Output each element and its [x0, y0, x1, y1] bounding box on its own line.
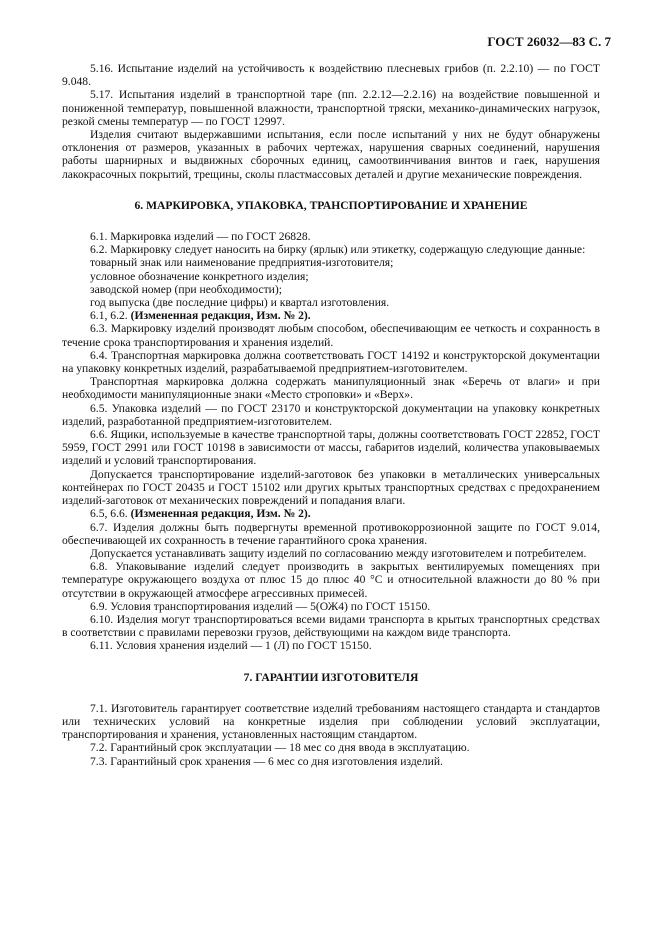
- paragraph-6-3: 6.3. Маркировку изделий производят любым способом, обеспечивающим ее четкость и сохранность в течение срока транспортирования и хранения изделий.: [62, 322, 600, 349]
- list-item: товарный знак или наименование предприятия-изготовителя;: [90, 256, 394, 270]
- list-item: условное обозначение конкретного изделия;: [90, 269, 309, 283]
- section-6-heading: 6. МАРКИРОВКА, УПАКОВКА, ТРАНСПОРТИРОВАНИЕ И ХРАНЕНИЕ: [134, 198, 528, 212]
- paragraph-6-6-containers: Допускается транспортирование изделий-заготовок без упаковки в металлических универсальных контейнерах по ГОСТ 20435 и ГОСТ 15102 или других крытых транспортных средствах с предохранением изделий-заготовок от механических повреждений и попадания влаги.: [62, 467, 600, 508]
- paragraph-5-16: 5.16. Испытание изделий на устойчивость к воздействию плесневых грибов (п. 2.2.10) — по ГОСТ 9.048.: [62, 62, 600, 89]
- edition-note-6-1: [62, 309, 600, 322]
- paragraph-5-17: 5.17. Испытания изделий в транспортной таре (пп. 2.2.12—2.2.16) на воздействие повышенной и пониженной температур, повышенной влажности, транспортной тряски, механико-динамических нагрузок, резкой смены температур — по ГОСТ 12997.: [62, 88, 600, 128]
- edition-note-prefix: 6.1, 6.2.: [90, 309, 131, 323]
- paragraph-6-1: 6.1. Маркировка изделий — по ГОСТ 26828.: [90, 230, 311, 244]
- paragraph-6-6: 6.6. Ящики, используемые в качестве транспортной тары, должны соответствовать ГОСТ 22852, ГОСТ 5959, ГОСТ 2991 или ГОСТ 10198 в зависимости от массы, габаритов изделий, количества упаковываемых изделий и условий транспортирования.: [62, 428, 600, 468]
- list-item: заводской номер (при необходимости);: [90, 282, 282, 296]
- paragraph-6-5: 6.5. Упаковка изделий — по ГОСТ 23170 и конструкторской документации на упаковку конкретных изделий, разработанной предприятием-изготовителем.: [62, 401, 600, 428]
- paragraph-test-criteria: Изделия считают выдержавшими испытания, если после испытаний у них не будут обнаружены отклонения от размеров, указанных в рабочих чертежах, нарушения сварных соединений, нарушения работы шарнирных и выдвижных сборочных единиц, самоотвинчивания винтов и гаек, нарушения лакокрасочных покрытий, трещины, сколы пластмассовых деталей и другие механические повреждения.: [62, 128, 600, 181]
- page-content: [62, 62, 600, 768]
- paragraph-7-3: 7.3. Гарантийный срок хранения — 6 мес со дня изготовления изделий.: [90, 754, 443, 768]
- paragraph-6-2: 6.2. Маркировку следует наносить на бирку (ярлык) или этикетку, содержащую следующие данные:: [90, 243, 586, 257]
- paragraph-6-7: 6.7. Изделия должны быть подвергнуты временной противокоррозионной защите по ГОСТ 9.014, обеспечивающей их сохранность в течение гарантийного срока хранения.: [62, 520, 600, 547]
- edition-note-bold: (Измененная редакция, Изм. № 2).: [130, 507, 311, 521]
- paragraph-6-7-agreement: Допускается устанавливать защиту изделий по согласованию между изготовителем и потребителем.: [90, 546, 587, 560]
- list-item: год выпуска (две последние цифры) и квартал изготовления.: [90, 296, 390, 310]
- edition-note-6-5: [62, 507, 600, 520]
- edition-note-prefix: 6.5, 6.6.: [90, 507, 131, 521]
- paragraph-6-4-transport-marking: Транспортная маркировка должна содержать манипуляционный знак «Беречь от влаги» и при необходимости манипуляционные знаки «Место строповки» и «Верх».: [62, 375, 600, 402]
- page-header: ГОСТ 26032—83 С. 7: [487, 34, 611, 49]
- paragraph-6-9: 6.9. Условия транспортирования изделий — 5(ОЖ4) по ГОСТ 15150.: [90, 599, 431, 613]
- section-7-heading: 7. ГАРАНТИИ ИЗГОТОВИТЕЛЯ: [243, 670, 419, 684]
- paragraph-7-1: 7.1. Изготовитель гарантирует соответствие изделий требованиям настоящего стандарта и стандартов или технических условий на конкретные изделия при соблюдении условий эксплуатации, транспортирования и хранения, установленных настоящим стандартом.: [62, 701, 600, 742]
- paragraph-6-8: 6.8. Упаковывание изделий следует производить в закрытых вентилируемых помещениях при температуре окружающего воздуха от плюс 15 до плюс 40 °С и относительной влажности до 80 % при отсутствии в окружающей атмосфере агрессивных примесей.: [62, 560, 600, 600]
- paragraph-6-10: 6.10. Изделия могут транспортироваться всеми видами транспорта в крытых транспортных средствах в соответствии с правилами перевозки грузов, действующими на каждом виде транспорта.: [62, 612, 600, 640]
- paragraph-7-2: 7.2. Гарантийный срок эксплуатации — 18 мес со дня ввода в эксплуатацию.: [90, 741, 470, 755]
- paragraph-6-11: 6.11. Условия хранения изделий — 1 (Л) по ГОСТ 15150.: [90, 639, 372, 653]
- edition-note-bold: (Измененная редакция, Изм. № 2).: [130, 309, 311, 323]
- paragraph-6-4: 6.4. Транспортная маркировка должна соответствовать ГОСТ 14192 и конструкторской документации на упаковку конкретных изделий, разрабатываемой предприятием-изготовителем.: [62, 348, 600, 376]
